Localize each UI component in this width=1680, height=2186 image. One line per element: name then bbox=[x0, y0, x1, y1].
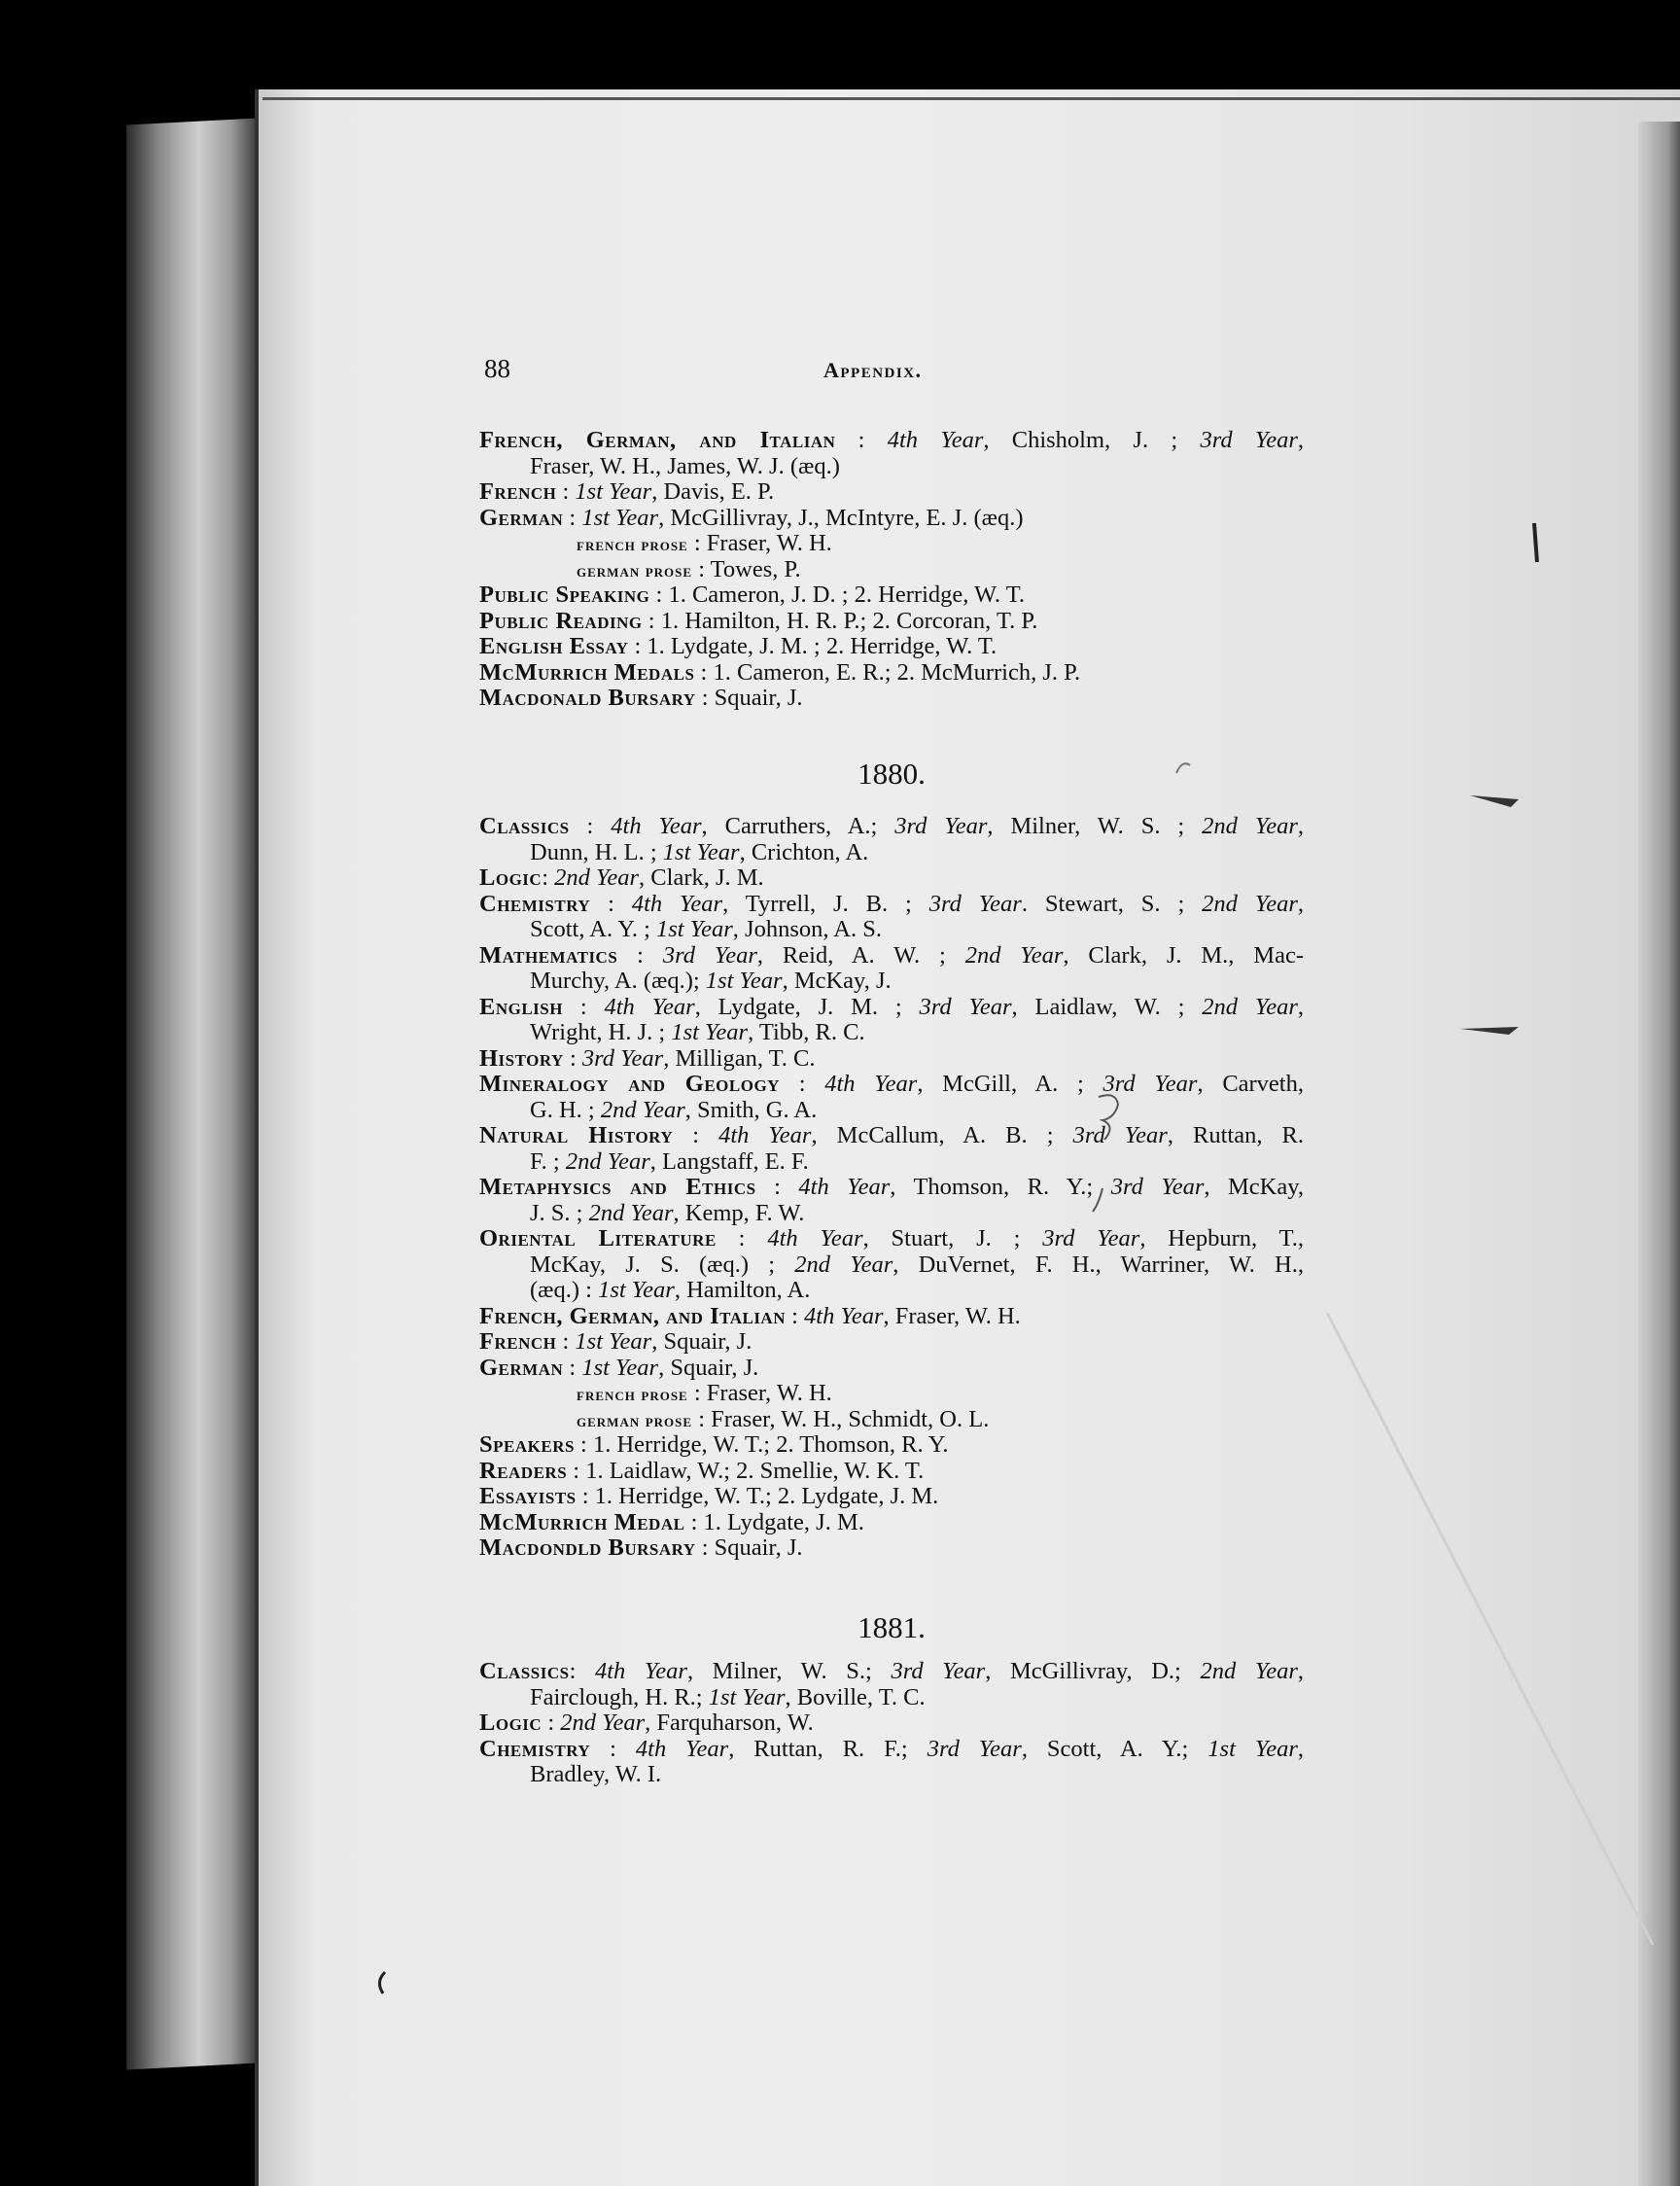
entry-text: , Tyrrell, J. B. ; bbox=[722, 890, 929, 917]
entry-line bbox=[479, 969, 1304, 995]
subject-heading: Essayists bbox=[479, 1483, 577, 1509]
entry-text: , Davis, E. P. bbox=[651, 478, 775, 505]
entry-text: J. S. ; bbox=[530, 1199, 589, 1226]
entry-text: : 1. Herridge, W. T.; 2. Lydgate, J. M. bbox=[576, 1483, 939, 1509]
year-level: 4th Year bbox=[635, 1735, 729, 1762]
subject-heading: Public Speaking bbox=[479, 582, 650, 608]
entry-text: : 1. Hamilton, H. R. P.; 2. Corcoran, T. P. bbox=[642, 607, 1038, 634]
year-level: 2nd Year bbox=[1202, 890, 1298, 917]
year-level: 4th Year bbox=[611, 813, 702, 839]
subject-heading: Chemistry bbox=[479, 1735, 591, 1762]
entry-line bbox=[479, 892, 1304, 918]
year-level: 1st Year bbox=[705, 968, 783, 994]
entry-text: , McKay, J. bbox=[782, 968, 892, 994]
entry-text: , Hamilton, A. bbox=[674, 1277, 811, 1303]
entry-line bbox=[479, 814, 1304, 840]
entry-text: : bbox=[556, 478, 576, 505]
entry-text: Scott, A. Y. ; bbox=[530, 916, 657, 942]
entry-text: , Lydgate, J. M. ; bbox=[694, 993, 920, 1020]
entry-text: Fraser, W. H., James, W. J. (æq.) bbox=[530, 452, 840, 479]
entry-line bbox=[479, 1149, 1304, 1176]
entry-line bbox=[479, 1226, 1304, 1252]
subject-heading: Readers bbox=[479, 1457, 568, 1484]
entry-text: , bbox=[1297, 890, 1305, 917]
year-level: 4th Year bbox=[798, 1174, 891, 1200]
entry-text: , Milner, W. S. ; bbox=[987, 813, 1203, 839]
entry-text: : bbox=[755, 1174, 799, 1200]
entry-text: , McGill, A. ; bbox=[917, 1071, 1103, 1097]
year-level: 3rd Year bbox=[928, 890, 1022, 917]
year-level: 3rd Year bbox=[1072, 1122, 1168, 1148]
entry-line bbox=[479, 1737, 1304, 1763]
entry-text: , Scott, A. Y.; bbox=[1021, 1735, 1208, 1762]
entry-text: Wright, H. J. ; bbox=[530, 1019, 672, 1045]
entry-line bbox=[479, 1510, 1304, 1536]
entry-text: , Reid, A. W. ; bbox=[756, 941, 965, 969]
entry-text: : bbox=[562, 993, 605, 1020]
entry-text: , Boville, T. C. bbox=[785, 1683, 926, 1710]
entry-line bbox=[479, 1278, 1304, 1304]
entry-text: : Squair, J. bbox=[695, 1534, 803, 1561]
year-level: 2nd Year bbox=[794, 1251, 893, 1278]
entry-line bbox=[479, 1432, 1304, 1459]
subject-heading: English bbox=[479, 993, 563, 1020]
subject-heading: History bbox=[479, 1044, 564, 1072]
subject-heading: Classics bbox=[479, 813, 570, 839]
entry-text: , Farquharson, W. bbox=[645, 1710, 814, 1736]
entry-line bbox=[479, 1020, 1304, 1046]
entry-text: : 1. Cameron, J. D. ; 2. Herridge, W. T. bbox=[649, 582, 1026, 608]
entry-text: Murchy, A. (æq.); bbox=[530, 968, 706, 994]
year-level: 4th Year bbox=[631, 890, 723, 917]
year-level: 1st Year bbox=[1208, 1735, 1298, 1762]
entry-line bbox=[479, 660, 1304, 687]
entry-line bbox=[479, 1046, 1304, 1073]
entry-text: : bbox=[542, 1710, 561, 1736]
entry-line bbox=[479, 995, 1304, 1021]
subject-heading: french prose bbox=[577, 535, 688, 554]
year-level: 2nd Year bbox=[588, 1199, 674, 1226]
entry-text: , Chisholm, J. ; bbox=[983, 427, 1201, 453]
entry-text: , Squair, J. bbox=[658, 1354, 759, 1381]
entry-text: , McGillivray, D.; bbox=[985, 1658, 1201, 1684]
entry-line bbox=[479, 1762, 1304, 1788]
page-fold bbox=[1638, 122, 1680, 2186]
subject-heading: Speakers bbox=[479, 1431, 575, 1458]
year-level: 3rd Year bbox=[1200, 427, 1298, 453]
subject-heading: Mathematics bbox=[479, 941, 618, 969]
subject-heading: French bbox=[479, 478, 557, 505]
entry-line bbox=[479, 1201, 1304, 1227]
year-level: 4th Year bbox=[804, 1302, 884, 1329]
subject-heading: Metaphysics and Ethics bbox=[479, 1174, 756, 1200]
entry-line bbox=[479, 557, 1304, 583]
entry-line bbox=[479, 1459, 1304, 1485]
year-level: 2nd Year bbox=[1200, 1658, 1298, 1684]
year-level: 1st Year bbox=[708, 1683, 786, 1710]
entry-text: , McCallum, A. B. ; bbox=[811, 1122, 1073, 1148]
entry-text: : 1. Laidlaw, W.; 2. Smellie, W. K. T. bbox=[567, 1457, 925, 1484]
subject-heading: Natural History bbox=[479, 1122, 674, 1148]
subject-heading: Logic bbox=[479, 864, 542, 891]
entry-text: : bbox=[590, 890, 632, 917]
entry-text: , Clark, J. M. bbox=[639, 864, 764, 891]
subject-heading: Public Reading bbox=[479, 607, 643, 634]
year-level: 2nd Year bbox=[554, 864, 640, 891]
entry-text: , Fraser, W. H. bbox=[883, 1302, 1021, 1329]
entry-line bbox=[479, 1329, 1304, 1356]
subject-heading: German bbox=[479, 1354, 564, 1381]
entry-text: , Carruthers, A.; bbox=[701, 813, 895, 839]
entry-text: (æq.) : bbox=[530, 1277, 599, 1303]
entry-text: , Carveth, bbox=[1197, 1071, 1304, 1097]
running-head: Appendix. bbox=[823, 358, 923, 382]
entry-text: : Towes, P. bbox=[692, 555, 801, 582]
year-level: 3rd Year bbox=[894, 813, 988, 839]
entry-text: : bbox=[542, 864, 555, 891]
entry-line bbox=[479, 582, 1304, 609]
entry-line bbox=[479, 1685, 1304, 1711]
section-1880 bbox=[479, 814, 1304, 1562]
entry-text: Dunn, H. L. ; bbox=[530, 838, 663, 865]
year-level: 3rd Year bbox=[1102, 1071, 1198, 1097]
year-level: 3rd Year bbox=[891, 1658, 986, 1684]
entry-text: , Smith, G. A. bbox=[684, 1096, 818, 1123]
entry-text: , Ruttan, R. bbox=[1167, 1122, 1304, 1148]
entry-text: : bbox=[785, 1302, 805, 1329]
entry-text: , McKay, bbox=[1204, 1174, 1304, 1200]
entry-text: , Johnson, A. S. bbox=[732, 916, 882, 942]
entry-line bbox=[479, 454, 1304, 480]
entry-text: , Crichton, A. bbox=[739, 838, 869, 865]
year-level: 2nd Year bbox=[1202, 813, 1298, 839]
entry-text: Fairclough, H. R.; bbox=[530, 1683, 709, 1710]
subject-heading: Classics bbox=[479, 1658, 570, 1684]
year-level: 1st Year bbox=[671, 1019, 749, 1045]
year-level: 1st Year bbox=[662, 838, 740, 865]
entry-text: , Tibb, R. C. bbox=[748, 1019, 865, 1045]
entry-text: G. H. ; bbox=[530, 1096, 601, 1123]
entry-text: Bradley, W. I. bbox=[530, 1761, 662, 1787]
entry-line bbox=[479, 531, 1304, 557]
section-1879-continued bbox=[479, 428, 1304, 712]
entry-text: : bbox=[835, 427, 888, 453]
entry-text: : Fraser, W. H. bbox=[687, 530, 832, 556]
subject-heading: French, German, and Italian bbox=[479, 1302, 786, 1329]
subject-heading: McMurrich Medals bbox=[479, 658, 695, 686]
year-level: 3rd Year bbox=[581, 1044, 664, 1072]
year-level: 1st Year bbox=[575, 478, 652, 505]
entry-line bbox=[479, 943, 1304, 970]
entry-text: , Laidlaw, W. ; bbox=[1011, 993, 1203, 1020]
year-level: 4th Year bbox=[767, 1225, 863, 1252]
year-level: 2nd Year bbox=[1202, 993, 1298, 1020]
year-level: 2nd Year bbox=[565, 1147, 650, 1175]
entry-text: . Stewart, S. ; bbox=[1021, 890, 1203, 917]
entry-line bbox=[479, 634, 1304, 660]
subject-heading: English Essay bbox=[479, 633, 629, 659]
subject-heading: French bbox=[479, 1328, 557, 1355]
subject-heading: german prose bbox=[577, 560, 693, 581]
entry-text: , Ruttan, R. F.; bbox=[728, 1735, 928, 1762]
entry-text: : bbox=[569, 1658, 595, 1684]
subject-heading: Chemistry bbox=[479, 890, 591, 917]
entry-text: : 1. Lydgate, J. M. bbox=[684, 1508, 864, 1535]
entry-text: : Squair, J. bbox=[695, 685, 803, 711]
entry-line bbox=[479, 686, 1304, 712]
year-level: 4th Year bbox=[887, 427, 984, 453]
year-level: 1st Year bbox=[581, 1354, 659, 1381]
entry-line bbox=[479, 865, 1304, 892]
year-level: 1st Year bbox=[581, 504, 659, 531]
entry-text: : 1. Cameron, E. R.; 2. McMurrich, J. P. bbox=[694, 658, 1081, 686]
page-stack-edge bbox=[126, 118, 258, 2069]
entry-text: , DuVernet, F. H., Warriner, W. H., bbox=[892, 1251, 1305, 1278]
subject-heading: McMurrich Medal bbox=[479, 1508, 685, 1535]
entry-text: : bbox=[617, 941, 663, 969]
entry-text: : 1. Herridge, W. T.; 2. Thomson, R. Y. bbox=[574, 1431, 949, 1458]
entry-line bbox=[479, 1252, 1304, 1279]
entry-text: , bbox=[1297, 1658, 1304, 1684]
year-level: 3rd Year bbox=[1110, 1174, 1205, 1200]
year-level: 3rd Year bbox=[662, 941, 757, 969]
entry-text: , Kemp, F. W. bbox=[673, 1199, 805, 1226]
entry-line bbox=[479, 1710, 1304, 1737]
year-level: 1st Year bbox=[656, 916, 733, 942]
entry-line bbox=[479, 1098, 1304, 1124]
entry-line bbox=[479, 428, 1304, 454]
year-level: 4th Year bbox=[604, 993, 695, 1020]
entry-text: : bbox=[556, 1328, 576, 1355]
entry-text: F. ; bbox=[530, 1147, 566, 1175]
year-level: 1st Year bbox=[598, 1277, 675, 1303]
year-level: 1st Year bbox=[575, 1328, 652, 1355]
entry-text: , Thomson, R. Y.; bbox=[890, 1174, 1111, 1200]
entry-text: , bbox=[1297, 813, 1305, 839]
entry-text: , Squair, J. bbox=[651, 1328, 752, 1355]
entry-line bbox=[479, 1407, 1304, 1433]
entry-text: , Hepburn, T., bbox=[1139, 1225, 1304, 1252]
entry-line bbox=[479, 609, 1304, 635]
entry-text: , Milner, W. S.; bbox=[686, 1658, 892, 1684]
entry-line bbox=[479, 840, 1304, 866]
entry-text: : bbox=[569, 813, 612, 839]
entry-text: : Fraser, W. H. bbox=[687, 1380, 832, 1406]
entry-text: , Stuart, J. ; bbox=[862, 1225, 1043, 1252]
entry-line bbox=[479, 479, 1304, 506]
year-level: 2nd Year bbox=[560, 1710, 646, 1736]
year-level: 3rd Year bbox=[1042, 1225, 1140, 1252]
year-heading: 1881. bbox=[858, 1610, 926, 1644]
entry-text: , bbox=[1297, 1735, 1304, 1762]
subject-heading: French, German, and Italian bbox=[479, 427, 836, 453]
entry-line bbox=[479, 1304, 1304, 1330]
entry-text: , Langstaff, E. F. bbox=[649, 1147, 809, 1175]
entry-text: : bbox=[590, 1735, 636, 1762]
year-level: 4th Year bbox=[824, 1071, 918, 1097]
subject-heading: Mineralogy and Geology bbox=[479, 1071, 780, 1097]
year-level: 3rd Year bbox=[927, 1735, 1022, 1762]
entry-line bbox=[479, 506, 1304, 532]
page-number: 88 bbox=[484, 354, 510, 383]
entry-line bbox=[479, 917, 1304, 943]
year-level: 2nd Year bbox=[964, 941, 1064, 969]
subject-heading: German bbox=[479, 504, 564, 531]
year-level: 4th Year bbox=[718, 1122, 812, 1148]
entry-text: : bbox=[563, 504, 582, 531]
entry-text: : bbox=[563, 1354, 582, 1381]
entry-line bbox=[479, 1659, 1304, 1685]
entry-line bbox=[479, 1123, 1304, 1149]
entry-line bbox=[479, 1484, 1304, 1510]
year-level: 3rd Year bbox=[919, 993, 1012, 1020]
entry-text: : Fraser, W. H., Schmidt, O. L. bbox=[692, 1405, 990, 1432]
entry-text: , bbox=[1297, 427, 1304, 453]
year-heading: 1880. bbox=[858, 757, 926, 791]
year-level: 2nd Year bbox=[600, 1096, 685, 1123]
entry-line bbox=[479, 1535, 1304, 1562]
entry-text: : bbox=[779, 1071, 825, 1097]
entry-line bbox=[479, 1356, 1304, 1382]
entry-text: : bbox=[673, 1122, 719, 1148]
entry-text: : 1. Lydgate, J. M. ; 2. Herridge, W. T. bbox=[628, 633, 998, 659]
page-top-rule bbox=[262, 97, 1680, 100]
subject-heading: french prose bbox=[577, 1385, 688, 1404]
entry-text: , McGillivray, J., McIntyre, E. J. (æq.) bbox=[658, 504, 1024, 531]
entry-line bbox=[479, 1072, 1304, 1098]
entry-text: , Milligan, T. C. bbox=[663, 1044, 816, 1072]
year-level: 4th Year bbox=[595, 1658, 687, 1684]
entry-text: , Clark, J. M., Mac- bbox=[1063, 941, 1304, 969]
subject-heading: german prose bbox=[577, 1410, 693, 1430]
subject-heading: Oriental Literature bbox=[479, 1225, 717, 1252]
entry-line bbox=[479, 1175, 1304, 1201]
subject-heading: Macdondld Bursary bbox=[479, 1534, 696, 1561]
subject-heading: Macdonald Bursary bbox=[479, 685, 696, 711]
entry-text: : bbox=[716, 1225, 768, 1252]
entry-text: , bbox=[1297, 993, 1304, 1020]
entry-text: : bbox=[563, 1044, 582, 1072]
entry-line bbox=[479, 1381, 1304, 1407]
entry-text: McKay, J. S. (æq.) ; bbox=[530, 1251, 795, 1278]
section-1881 bbox=[479, 1659, 1304, 1788]
subject-heading: Logic bbox=[479, 1710, 542, 1736]
